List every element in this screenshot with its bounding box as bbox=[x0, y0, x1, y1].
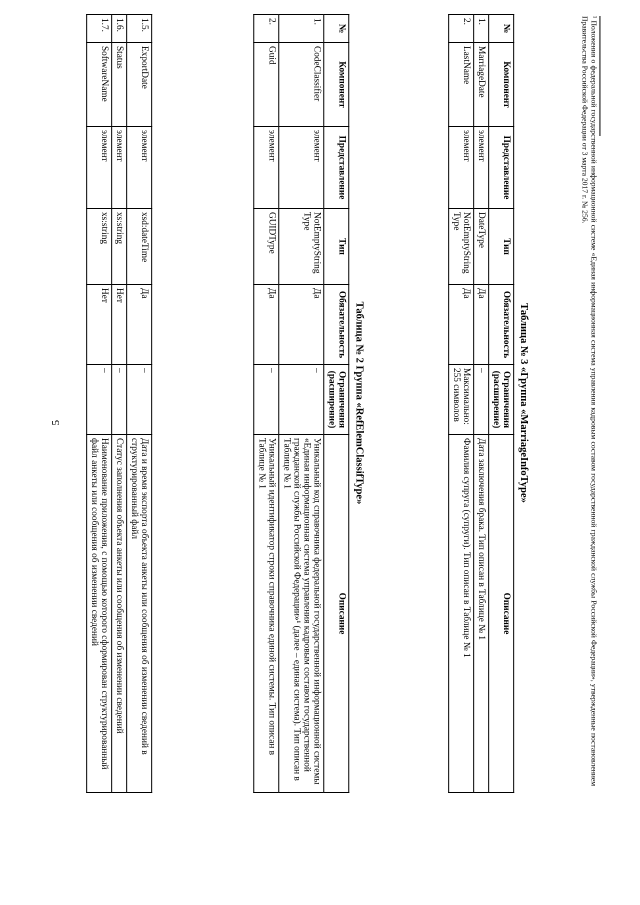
header-required: Обязательность bbox=[324, 285, 349, 365]
cell-num: 1.7. bbox=[87, 15, 112, 43]
table-row bbox=[254, 15, 279, 793]
cell-required: Нет bbox=[87, 285, 112, 365]
cell-view: элемент bbox=[449, 127, 474, 209]
header-view: Представление bbox=[324, 127, 349, 209]
table-row bbox=[87, 15, 112, 793]
cell-required: Да bbox=[127, 285, 152, 365]
cell-description: Уникальный идентификатор строки справочника единой системы. Тип описан в Таблице № 1 bbox=[254, 435, 279, 793]
cell-num: 1.5. bbox=[127, 15, 152, 43]
cell-component: CodeClassifier bbox=[279, 43, 324, 127]
header-num: № bbox=[489, 15, 514, 43]
cell-num: 2. bbox=[254, 15, 279, 43]
cell-type: DateType bbox=[474, 209, 489, 285]
cell-view: элемент bbox=[112, 127, 127, 209]
cell-limits: – bbox=[127, 365, 152, 435]
cell-num: 1. bbox=[279, 15, 324, 43]
header-limits: Ограничения (расширение) bbox=[324, 365, 349, 435]
header-component: Компонент bbox=[324, 43, 349, 127]
cell-required: Нет bbox=[112, 285, 127, 365]
cell-limits: – bbox=[112, 365, 127, 435]
cell-view: элемент bbox=[127, 127, 152, 209]
table-top bbox=[86, 14, 152, 793]
header-required: Обязательность bbox=[489, 285, 514, 365]
header-description: Описание bbox=[489, 435, 514, 793]
cell-type: xs:string bbox=[112, 209, 127, 285]
cell-component: ExportDate bbox=[127, 43, 152, 127]
cell-component: SoftwareName bbox=[87, 43, 112, 127]
table3 bbox=[448, 14, 514, 793]
header-limits: Ограничения (расширение) bbox=[489, 365, 514, 435]
page-number: 5 bbox=[50, 420, 62, 426]
header-component: Компонент bbox=[489, 43, 514, 127]
cell-required: Да bbox=[474, 285, 489, 365]
header-type: Тип bbox=[489, 209, 514, 285]
table3-title: Таблица № 3 «Группа «MarriageInfoType» bbox=[518, 303, 530, 503]
cell-num: 1. bbox=[474, 15, 489, 43]
table-row bbox=[474, 15, 489, 793]
cell-type: xsd:dateTime bbox=[127, 209, 152, 285]
table-row bbox=[112, 15, 127, 793]
cell-view: элемент bbox=[87, 127, 112, 209]
table-row bbox=[449, 15, 474, 793]
cell-num: 1.6. bbox=[112, 15, 127, 43]
table-row bbox=[279, 15, 324, 793]
cell-view: элемент bbox=[254, 127, 279, 209]
header-num: № bbox=[324, 15, 349, 43]
footnote-text: ¹ Положения о федеральной государственной информационной системе «Единая информационная система управления кадровым составом государственной гражданской службы Российской Федерации», утвержденные постановлением Правительства Российской Федерации от 3 марта 2017 г. № 256. bbox=[580, 16, 599, 786]
table3-header-row bbox=[489, 15, 514, 793]
cell-view: элемент bbox=[279, 127, 324, 209]
table2-title: Таблица № 2 Группа «RefElemClassifType» bbox=[353, 301, 365, 505]
table3-wrapper bbox=[448, 14, 529, 792]
cell-description: Дата заключения брака. Тип описан в Таблице № 1 bbox=[474, 435, 489, 793]
table2-wrapper bbox=[253, 14, 364, 792]
table2 bbox=[253, 14, 349, 793]
cell-required: Да bbox=[279, 285, 324, 365]
cell-description: Дата и время экспорта объекта анкеты или сообщения об изменении сведений в структурированный файл bbox=[127, 435, 152, 793]
footnote-wrapper bbox=[580, 16, 600, 786]
cell-component: LastName bbox=[449, 43, 474, 127]
cell-required: Да bbox=[254, 285, 279, 365]
cell-num: 2. bbox=[449, 15, 474, 43]
cell-component: MarriageDate bbox=[474, 43, 489, 127]
cell-description: Фамилия супруга (супруги). Тип описан в Таблице № 1 bbox=[449, 435, 474, 793]
cell-limits: – bbox=[254, 365, 279, 435]
table-row bbox=[127, 15, 152, 793]
cell-limits: – bbox=[279, 365, 324, 435]
cell-type: GUIDType bbox=[254, 209, 279, 285]
cell-description: Уникальный код справочника федеральной государственной информационной системы «Единая информационная система управления кадровым составом государственной гражданской службы Российской Федерации»¹ (далее – единая система). Тип описан в Таблице № 1 bbox=[279, 435, 324, 793]
table2-header-row bbox=[324, 15, 349, 793]
header-description: Описание bbox=[324, 435, 349, 793]
cell-view: элемент bbox=[474, 127, 489, 209]
cell-type: NotEmptyString Type bbox=[279, 209, 324, 285]
cell-description: Статус заполнения объекта анкеты или сообщения об изменении сведений bbox=[112, 435, 127, 793]
header-type: Тип bbox=[324, 209, 349, 285]
cell-component: Guid bbox=[254, 43, 279, 127]
header-view: Представление bbox=[489, 127, 514, 209]
cell-limits: – bbox=[474, 365, 489, 435]
cell-required: Да bbox=[449, 285, 474, 365]
cell-type: NotEmptyString Type bbox=[449, 209, 474, 285]
cell-limits: Максимально: 255 символов bbox=[449, 365, 474, 435]
cell-component: Status bbox=[112, 43, 127, 127]
footnote-divider bbox=[599, 16, 600, 136]
table-top-wrapper bbox=[86, 14, 152, 792]
cell-description: Наименование приложения, с помощью которого сформирован структурированный файл анкеты или сообщения об изменении сведений bbox=[87, 435, 112, 793]
cell-limits: – bbox=[87, 365, 112, 435]
cell-type: xs:string bbox=[87, 209, 112, 285]
